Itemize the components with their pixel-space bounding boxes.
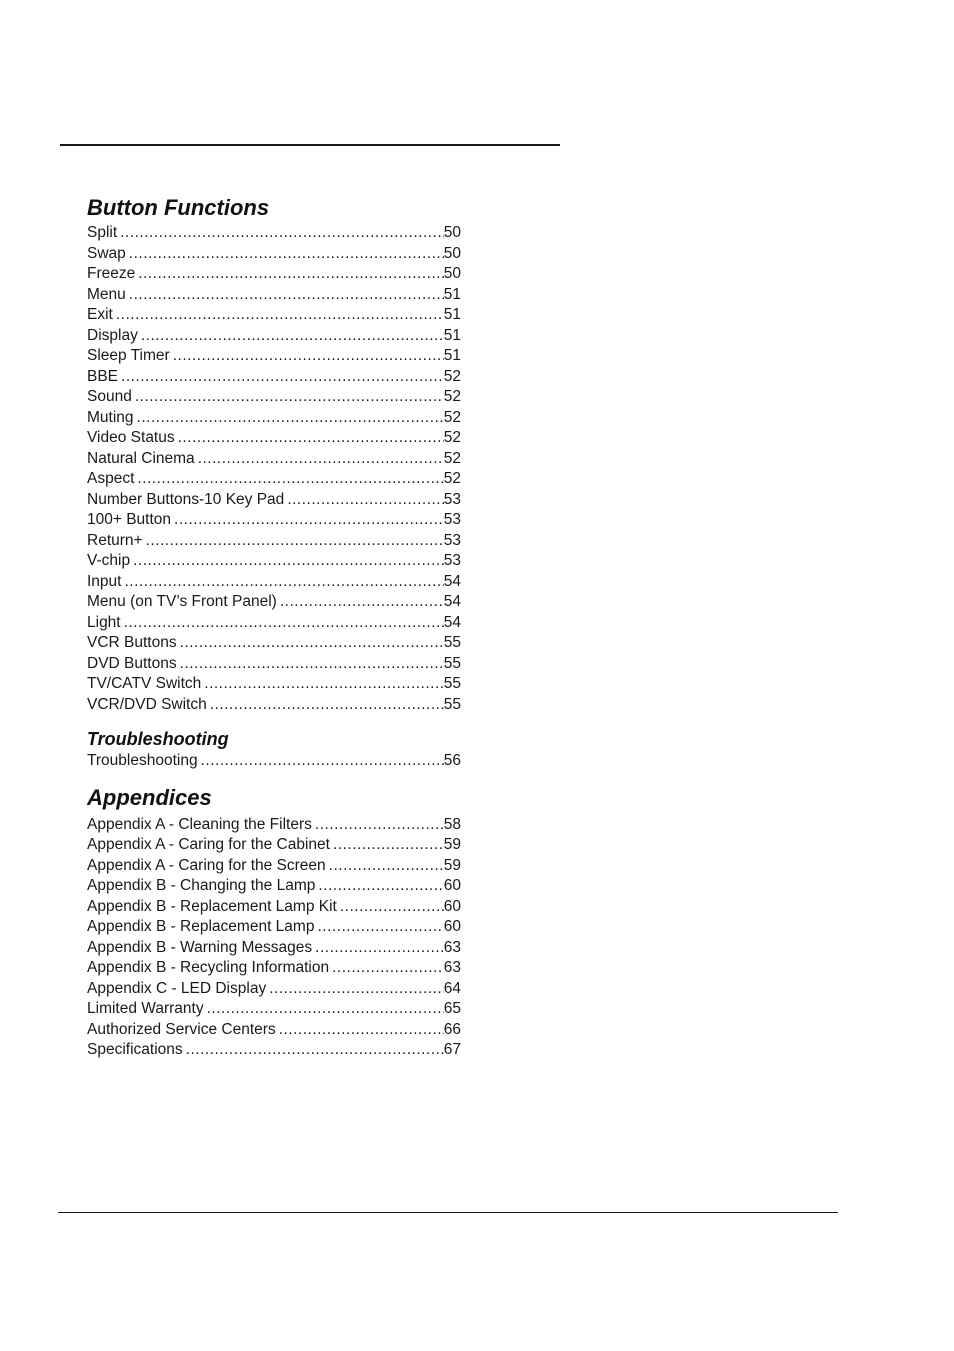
dot-leader (137, 469, 443, 490)
toc-entry[interactable] (87, 1040, 461, 1061)
toc-entry-label: VCR/DVD Switch (87, 695, 207, 713)
toc-entry-page-number: 53 (443, 552, 461, 569)
toc-entry-page-number: 63 (443, 959, 461, 976)
toc-entry[interactable] (87, 695, 461, 716)
toc-entry-page-number: 60 (443, 897, 461, 915)
table-of-contents (87, 194, 461, 1061)
toc-entry-page-number: 51 (443, 285, 461, 303)
toc-entry-page-number: 59 (443, 856, 461, 874)
toc-entry-page-number: 51 (443, 306, 461, 323)
toc-entry-label: Specifications (87, 1041, 183, 1058)
dot-leader (318, 876, 443, 897)
dot-leader (121, 367, 444, 388)
toc-entry-page-number: 59 (443, 836, 461, 853)
toc-entry[interactable] (87, 1020, 461, 1041)
toc-entry-page-number: 52 (443, 367, 461, 385)
toc-entry[interactable] (87, 449, 461, 470)
toc-entry[interactable] (87, 835, 461, 856)
toc-entry-label: Appendix A - Cleaning the Filters (87, 815, 312, 833)
toc-entry-page-number: 64 (443, 979, 461, 997)
toc-entry-page-number: 52 (443, 388, 461, 405)
dot-leader (198, 449, 444, 470)
toc-entry[interactable] (87, 674, 461, 695)
toc-entry[interactable] (87, 469, 461, 490)
toc-entry[interactable] (87, 223, 461, 244)
dot-leader (180, 633, 444, 654)
toc-entry-label: Sound (87, 388, 132, 405)
dot-leader (204, 674, 443, 695)
toc-entry[interactable] (87, 551, 461, 572)
toc-entry-label: 100+ Button (87, 511, 172, 528)
toc-entry-page-number: 55 (443, 654, 461, 672)
toc-entry-page-number: 56 (443, 752, 461, 769)
toc-entry-label: Appendix B - Recycling Information (87, 959, 330, 976)
toc-entry[interactable] (87, 367, 461, 388)
toc-entry-label: Number Buttons-10 Key Pad (87, 490, 285, 508)
toc-entry-label: Appendix B - Warning Messages (87, 938, 313, 956)
toc-entry-label: V-chip (87, 552, 131, 569)
toc-entry-label: Appendix A - Caring for the Screen (87, 856, 326, 874)
toc-entry-label: Sleep Timer (87, 347, 170, 364)
dot-leader (279, 1020, 444, 1041)
toc-entry-label: Aspect (87, 470, 135, 487)
dot-leader (146, 531, 444, 552)
dot-leader (137, 408, 444, 429)
dot-leader (186, 1040, 444, 1061)
dot-leader (173, 346, 444, 367)
toc-entry-label: Video Status (87, 429, 175, 446)
dot-leader (135, 387, 444, 408)
toc-entry-label: Authorized Service Centers (87, 1020, 276, 1038)
section-title: Appendices (87, 784, 212, 810)
toc-entry-page-number: 58 (443, 815, 461, 833)
toc-entry-label: DVD Buttons (87, 654, 177, 672)
toc-entry[interactable] (87, 264, 461, 285)
toc-entry-label: Appendix A - Caring for the Cabinet (87, 836, 330, 853)
toc-entry-label: Exit (87, 306, 113, 323)
toc-entry-page-number: 51 (443, 326, 461, 344)
toc-entry-label: Appendix B - Replacement Lamp Kit (87, 897, 337, 915)
toc-entry-label: Natural Cinema (87, 449, 195, 467)
toc-entry-label: Appendix B - Replacement Lamp (87, 918, 315, 935)
dot-leader (340, 897, 444, 918)
dot-leader (141, 326, 444, 347)
toc-entry[interactable] (87, 938, 461, 959)
toc-entry-page-number: 53 (443, 490, 461, 508)
toc-entry[interactable] (87, 917, 461, 938)
toc-entry-page-number: 50 (443, 244, 461, 262)
toc-entry-page-number: 60 (443, 877, 461, 894)
toc-entry-page-number: 52 (443, 429, 461, 446)
dot-leader (280, 592, 444, 613)
toc-entry[interactable] (87, 592, 461, 613)
toc-entry-page-number: 53 (443, 511, 461, 528)
toc-entry[interactable] (87, 979, 461, 1000)
toc-entry-page-number: 63 (443, 938, 461, 956)
dot-leader (207, 999, 444, 1020)
toc-entry[interactable] (87, 613, 461, 634)
toc-entry-page-number: 54 (443, 572, 461, 590)
toc-entry[interactable] (87, 285, 461, 306)
dot-leader (317, 917, 443, 938)
dot-leader (129, 285, 444, 306)
toc-entry-page-number: 55 (443, 675, 461, 692)
toc-entry[interactable] (87, 958, 461, 979)
toc-entry-label: Input (87, 572, 122, 590)
dot-leader (329, 856, 444, 877)
dot-leader (138, 264, 444, 285)
dot-leader (120, 223, 444, 244)
toc-entry[interactable] (87, 490, 461, 511)
toc-entry[interactable] (87, 897, 461, 918)
entry-list (87, 815, 461, 1061)
toc-entry[interactable] (87, 244, 461, 265)
dot-leader (332, 958, 444, 979)
toc-entry[interactable] (87, 387, 461, 408)
top-rule (60, 144, 560, 146)
toc-entry-label: VCR Buttons (87, 634, 177, 651)
toc-entry-label: Swap (87, 244, 126, 262)
dot-leader (201, 751, 444, 772)
toc-entry-page-number: 52 (443, 470, 461, 487)
dot-leader (174, 510, 444, 531)
toc-entry-label: Menu (87, 285, 126, 303)
toc-entry-page-number: 52 (443, 449, 461, 467)
toc-entry[interactable] (87, 408, 461, 429)
toc-entry-page-number: 54 (443, 613, 461, 631)
dot-leader (180, 654, 444, 675)
toc-entry-label: Appendix C - LED Display (87, 979, 267, 997)
dot-leader (124, 572, 443, 593)
toc-entry-page-number: 65 (443, 1000, 461, 1017)
toc-entry-page-number: 52 (443, 408, 461, 426)
toc-entry-label: Menu (on TV’s Front Panel) (87, 593, 277, 610)
toc-entry[interactable] (87, 428, 461, 449)
dot-leader (133, 551, 444, 572)
entry-list (87, 751, 461, 772)
dot-leader (210, 695, 444, 716)
bottom-rule (58, 1212, 838, 1213)
dot-leader (124, 613, 444, 634)
toc-entry-label: Display (87, 326, 138, 344)
toc-entry-page-number: 53 (443, 531, 461, 549)
dot-leader (287, 490, 443, 511)
toc-entry-label: Return+ (87, 531, 143, 549)
toc-entry-page-number: 50 (443, 265, 461, 282)
toc-entry[interactable] (87, 751, 461, 772)
dot-leader (116, 305, 444, 326)
toc-entry[interactable] (87, 654, 461, 675)
toc-entry-label: Freeze (87, 265, 136, 282)
section-title: Button Functions (87, 195, 270, 220)
toc-entry[interactable] (87, 876, 461, 897)
toc-entry-label: Limited Warranty (87, 1000, 204, 1017)
section-troubleshooting (87, 727, 461, 772)
toc-entry[interactable] (87, 572, 461, 593)
section-title: Troubleshooting (87, 729, 229, 749)
dot-leader (129, 244, 444, 265)
toc-entry[interactable] (87, 346, 461, 367)
toc-entry-page-number: 66 (443, 1020, 461, 1038)
dot-leader (315, 938, 444, 959)
toc-entry-page-number: 50 (443, 224, 461, 241)
toc-entry-label: Light (87, 613, 121, 631)
toc-entry-page-number: 55 (443, 695, 461, 713)
toc-entry[interactable] (87, 510, 461, 531)
section-appendices (87, 784, 461, 1061)
toc-entry-label: Troubleshooting (87, 752, 198, 769)
toc-entry-label: Muting (87, 408, 134, 426)
toc-entry-label: BBE (87, 367, 119, 385)
toc-entry[interactable] (87, 633, 461, 654)
toc-entry-label: Appendix B - Changing the Lamp (87, 877, 316, 894)
dot-leader (178, 428, 444, 449)
dot-leader (315, 815, 444, 836)
toc-entry[interactable] (87, 326, 461, 347)
toc-entry-page-number: 54 (443, 593, 461, 610)
dot-leader (269, 979, 444, 1000)
toc-entry[interactable] (87, 999, 461, 1020)
toc-entry[interactable] (87, 856, 461, 877)
toc-entry[interactable] (87, 815, 461, 836)
toc-entry-page-number: 67 (443, 1041, 461, 1058)
toc-entry-page-number: 51 (443, 347, 461, 364)
toc-entry[interactable] (87, 305, 461, 326)
toc-entry[interactable] (87, 531, 461, 552)
toc-entry-label: TV/CATV Switch (87, 675, 202, 692)
section-button-functions (87, 194, 461, 715)
entry-list (87, 223, 461, 715)
toc-entry-page-number: 60 (443, 918, 461, 935)
dot-leader (333, 835, 444, 856)
toc-entry-page-number: 55 (443, 634, 461, 651)
toc-entry-label: Split (87, 224, 118, 241)
